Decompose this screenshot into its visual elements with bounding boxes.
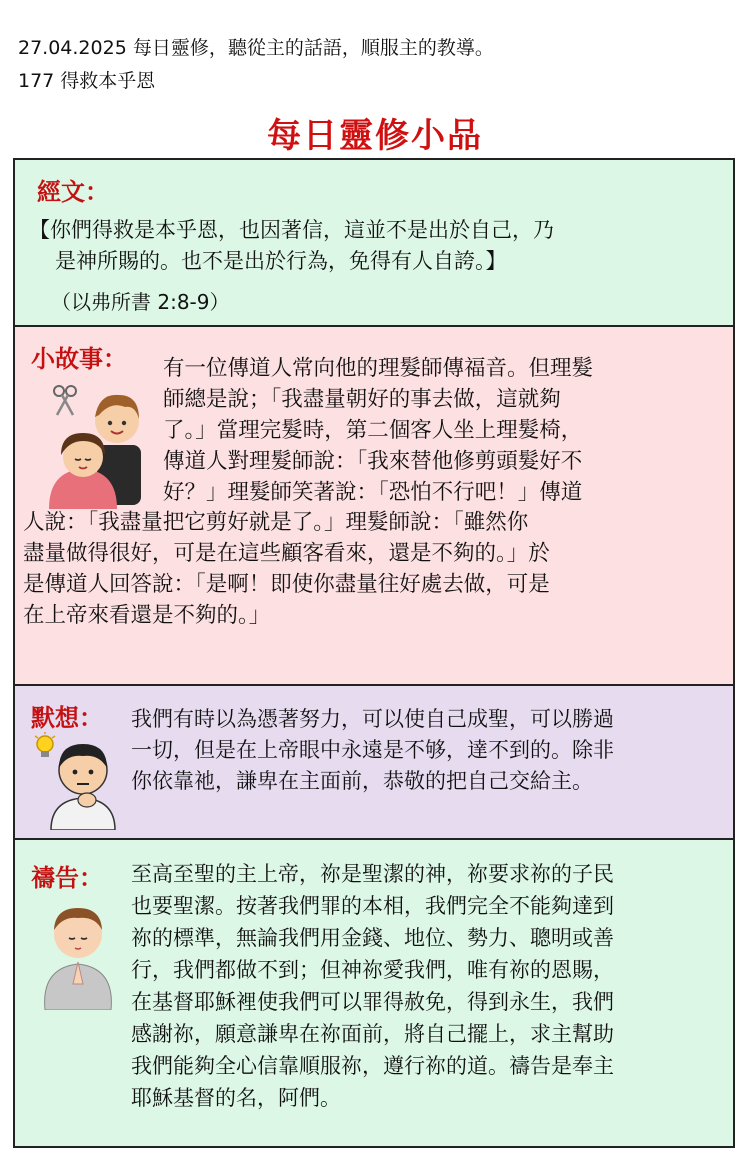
prayer-label: 禱告：	[31, 864, 103, 892]
scripture-label: 經文：	[37, 178, 109, 206]
meditation-line: 一切，但是在上帝眼中永遠是不够，達不到的。除非	[131, 738, 614, 762]
prayer-line: 祢的標準，無論我們用金錢、地位、勢力、聰明或善	[131, 926, 614, 950]
prayer-line: 在基督耶穌裡使我們可以罪得赦免，得到永生，我們	[131, 990, 614, 1014]
prayer-line: 感謝祢，願意謙卑在祢面前，將自己擺上，求主幫助	[131, 1022, 614, 1046]
prayer-line: 我們能夠全心信靠順服祢，遵行祢的道。禱告是奉主	[131, 1054, 614, 1078]
story-line: 傳道人對理髮師說：「我來替他修剪頭髮好不	[163, 449, 583, 474]
meditation-line: 我們有時以為憑著努力，可以使自己成聖，可以勝過	[131, 707, 614, 731]
thinking-boy-icon	[33, 730, 123, 830]
meditation-line: 你依靠祂，謙卑在主面前，恭敬的把自己交給主。	[131, 769, 593, 793]
story-line: 人說：「我盡量把它剪好就是了。」理髮師說：「雖然你	[23, 510, 529, 535]
prayer-line: 行，我們都做不到；但神祢愛我們，唯有祢的恩賜，	[131, 958, 614, 982]
meditation-panel	[13, 684, 735, 839]
story-panel	[13, 325, 735, 685]
scripture-panel	[13, 158, 735, 326]
story-line: 好？」理髮師笑著說：「恐怕不行吧！」傳道	[163, 480, 583, 505]
header-line-1: 27.04.2025 每日靈修，聽從主的話語，順服主的教導。	[18, 37, 494, 59]
story-line: 了。」當理完髮時，第二個客人坐上理髮椅，	[163, 418, 583, 443]
prayer-line: 耶穌基督的名，阿們。	[131, 1086, 341, 1110]
story-label: 小故事：	[31, 345, 127, 373]
story-line: 盡量做得很好，可是在這些顧客看來，還是不夠的。」於	[23, 541, 550, 566]
praying-boy-icon	[35, 898, 121, 1010]
scripture-line-2: 是神所賜的。也不是出於行為，免得有人自誇。】	[55, 249, 507, 273]
header-line-2: 177 得救本乎恩	[18, 70, 156, 92]
story-full-text	[23, 507, 723, 631]
scripture-reference: （以弗所書 2:8-9）	[51, 290, 230, 314]
barber-illustration-icon	[39, 375, 149, 509]
scripture-text	[29, 215, 729, 277]
story-line: 師總是說；「我盡量朝好的事去做，這就夠	[163, 387, 561, 412]
date-header	[18, 32, 494, 98]
prayer-panel	[13, 838, 735, 1148]
story-line: 是傳道人回答說：「是啊！即使你盡量往好處去做，可是	[23, 572, 550, 597]
prayer-line: 至高至聖的主上帝，祢是聖潔的神，祢要求祢的子民	[131, 862, 614, 886]
story-line: 有一位傳道人常向他的理髮師傳福音。但理髮	[163, 356, 594, 381]
meditation-text	[131, 704, 731, 797]
page-title: 每日靈修小品	[267, 116, 483, 156]
prayer-line: 也要聖潔。按著我們罪的本相，我們完全不能夠達到	[131, 894, 614, 918]
scripture-line-1: 【你們得救是本乎恩，也因著信，這並不是出於自己，乃	[29, 218, 554, 242]
story-wrapped-text	[163, 353, 725, 508]
story-line: 在上帝來看還是不夠的。」	[23, 603, 271, 628]
meditation-label: 默想：	[31, 704, 103, 732]
prayer-text	[131, 858, 731, 1114]
